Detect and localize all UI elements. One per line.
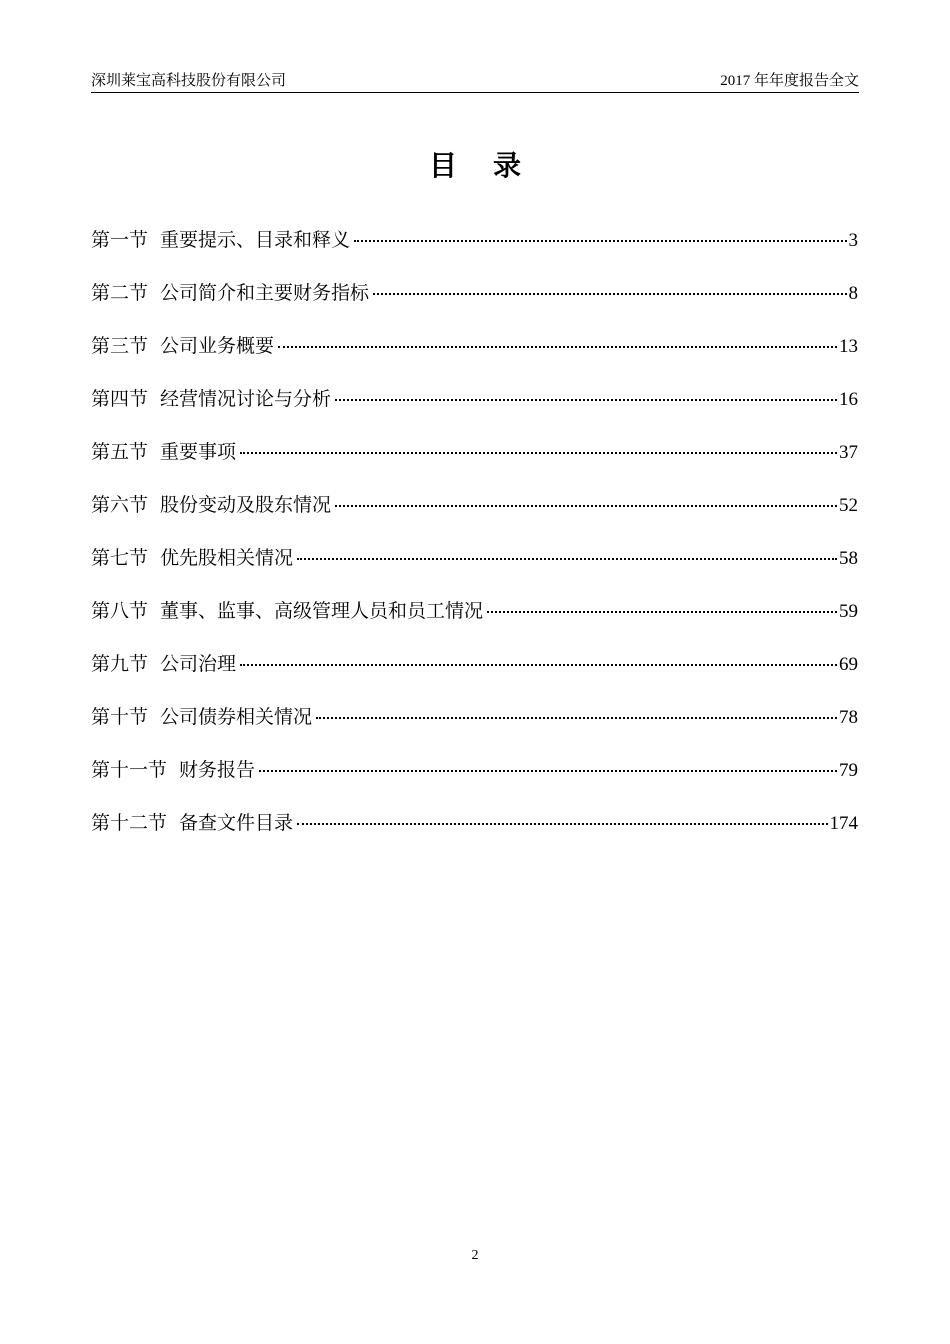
toc-section-number: 第五节 xyxy=(91,441,149,463)
toc-section-title: 重要提示、目录和释义 xyxy=(160,229,351,251)
toc-page-number: 58 xyxy=(839,548,858,569)
toc-dot-leader xyxy=(240,452,837,454)
toc-page-number: 52 xyxy=(839,495,858,516)
toc-section-title: 股份变动及股东情况 xyxy=(160,494,332,516)
toc-page-number: 78 xyxy=(839,707,858,728)
toc-section-number: 第三节 xyxy=(91,335,149,357)
toc-entry-5[interactable] xyxy=(91,437,858,490)
toc-entry-7[interactable] xyxy=(91,543,858,596)
header-report-title: 2017 年年度报告全文 xyxy=(720,73,859,89)
toc-page-number: 59 xyxy=(839,601,858,622)
toc-section-number: 第十节 xyxy=(91,706,149,728)
toc-page-number: 8 xyxy=(848,283,858,304)
toc-entry-3[interactable] xyxy=(91,331,858,384)
toc-page-number: 69 xyxy=(839,654,858,675)
toc-section-number: 第一节 xyxy=(91,229,149,251)
toc-section-title: 公司债券相关情况 xyxy=(160,706,313,728)
toc-dot-leader xyxy=(316,717,837,719)
toc-title: 目录 xyxy=(428,149,557,182)
toc-dot-leader xyxy=(259,770,837,772)
toc-section-title: 经营情况讨论与分析 xyxy=(160,388,332,410)
toc-section-number: 第十一节 xyxy=(91,759,168,781)
toc-entry-10[interactable] xyxy=(91,702,858,755)
toc-entry-12[interactable] xyxy=(91,808,858,861)
toc-section-title: 备查文件目录 xyxy=(179,812,294,834)
toc-page-number: 79 xyxy=(839,760,858,781)
toc-entry-1[interactable] xyxy=(91,225,858,278)
page-number: 2 xyxy=(471,1248,479,1263)
toc-section-title: 董事、监事、高级管理人员和员工情况 xyxy=(160,600,484,622)
toc-section-number: 第七节 xyxy=(91,547,149,569)
toc-entry-11[interactable] xyxy=(91,755,858,808)
toc-section-number: 第二节 xyxy=(91,282,149,304)
toc-page-number: 3 xyxy=(848,230,858,251)
toc-dot-leader xyxy=(278,346,837,348)
header-company-name: 深圳莱宝高科技股份有限公司 xyxy=(91,73,287,89)
toc-dot-leader xyxy=(297,558,837,560)
toc-section-number: 第九节 xyxy=(91,653,149,675)
table-of-contents xyxy=(91,225,858,861)
toc-page-number: 174 xyxy=(829,813,858,834)
toc-dot-leader xyxy=(373,293,846,295)
toc-page-number: 13 xyxy=(839,336,858,357)
toc-section-title: 公司业务概要 xyxy=(160,335,275,357)
toc-entry-2[interactable] xyxy=(91,278,858,331)
toc-dot-leader xyxy=(297,823,827,825)
toc-dot-leader xyxy=(335,505,837,507)
toc-section-title: 公司简介和主要财务指标 xyxy=(160,282,370,304)
toc-dot-leader xyxy=(335,399,837,401)
toc-section-title: 公司治理 xyxy=(160,653,237,675)
toc-section-number: 第六节 xyxy=(91,494,149,516)
page-header xyxy=(91,68,859,93)
toc-section-title: 重要事项 xyxy=(160,441,237,463)
toc-section-number: 第四节 xyxy=(91,388,149,410)
toc-page-number: 16 xyxy=(839,389,858,410)
toc-section-number: 第十二节 xyxy=(91,812,168,834)
toc-dot-leader xyxy=(240,664,837,666)
toc-dot-leader xyxy=(487,611,837,613)
toc-entry-4[interactable] xyxy=(91,384,858,437)
toc-entry-9[interactable] xyxy=(91,649,858,702)
toc-dot-leader xyxy=(354,240,846,242)
toc-entry-8[interactable] xyxy=(91,596,858,649)
toc-entry-6[interactable] xyxy=(91,490,858,543)
toc-section-number: 第八节 xyxy=(91,600,149,622)
toc-page-number: 37 xyxy=(839,442,858,463)
toc-section-title: 财务报告 xyxy=(179,759,256,781)
toc-section-title: 优先股相关情况 xyxy=(160,547,294,569)
